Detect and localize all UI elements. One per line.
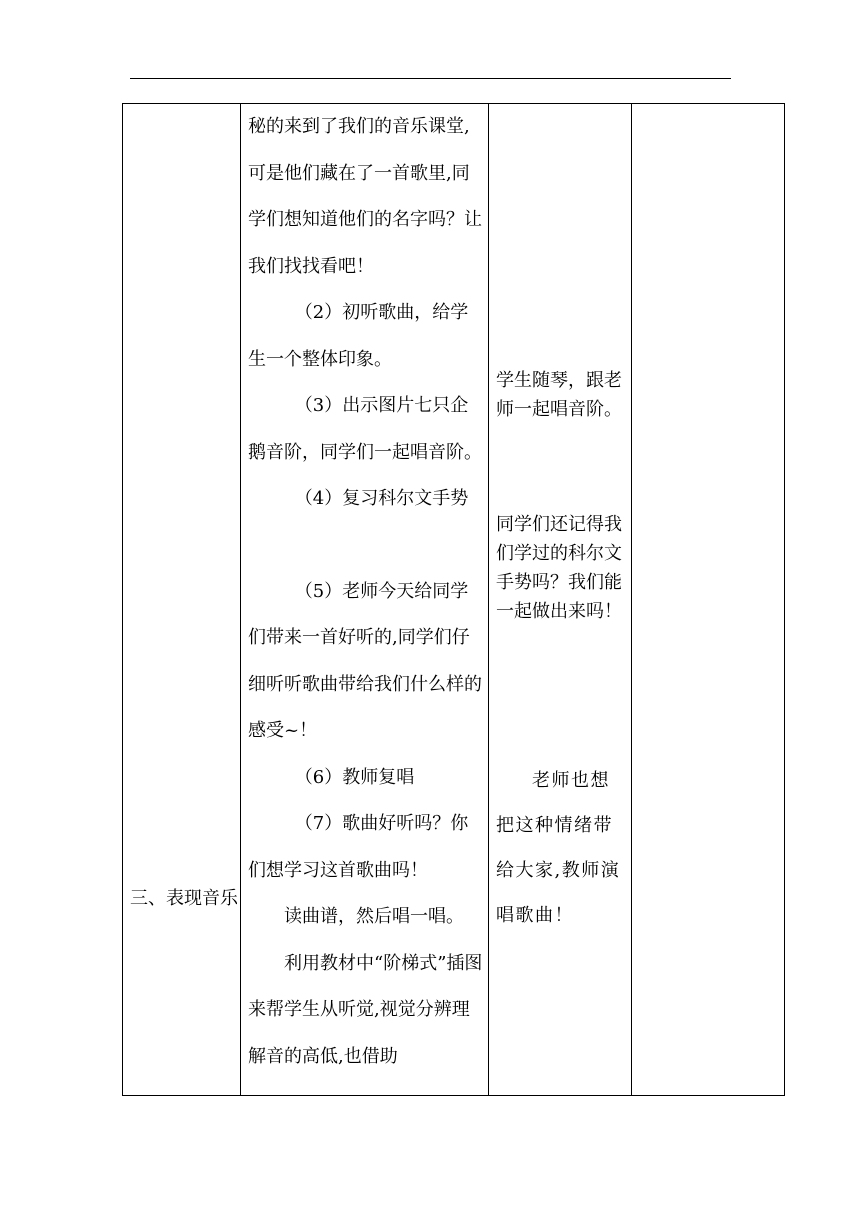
- step-6: （6）教师复唱: [294, 766, 415, 788]
- header-rule: [130, 78, 731, 79]
- stage-cell: 三、表现音乐: [130, 888, 238, 909]
- illustration-text: 利用教材中“阶梯式”插图来帮学生从听觉,视觉分辨理解音的高低,也借助: [248, 952, 483, 1067]
- student-note-a: 学生随琴，跟老师一起唱音阶。: [496, 370, 622, 420]
- student-note-b: 同学们还记得我们学过的科尔文手势吗？我们能一起做出来吗！: [496, 514, 622, 622]
- read-score-text: 读曲谱，然后唱一唱。: [284, 906, 464, 927]
- teacher-activity-cell: [248, 104, 486, 1080]
- step-7: （7）歌曲好听吗？你们想学习这首歌曲吗！: [248, 813, 469, 881]
- lesson-table: [122, 103, 785, 1096]
- step-3: （3）出示图片七只企鹅音阶，同学们一起唱音阶。: [248, 395, 482, 463]
- column-divider: [488, 104, 489, 1095]
- student-note-c: 老师也想把这种情绪带给大家,教师演唱歌曲！: [496, 770, 621, 926]
- column-divider: [240, 104, 241, 1095]
- step-5: （5）老师今天给同学们带来一首好听的,同学们仔细听听歌曲带给我们什么样的感受~！: [248, 580, 482, 741]
- column-divider: [631, 104, 632, 1095]
- step-4: （4）复习科尔文手势: [294, 488, 469, 509]
- intro-text: 秘的来到了我们的音乐课堂,可是他们藏在了一首歌里,同学们想知道他们的名字吗？让我们找找看吧！: [248, 116, 482, 277]
- step-2: （2）初听歌曲，给学生一个整体印象。: [248, 302, 469, 370]
